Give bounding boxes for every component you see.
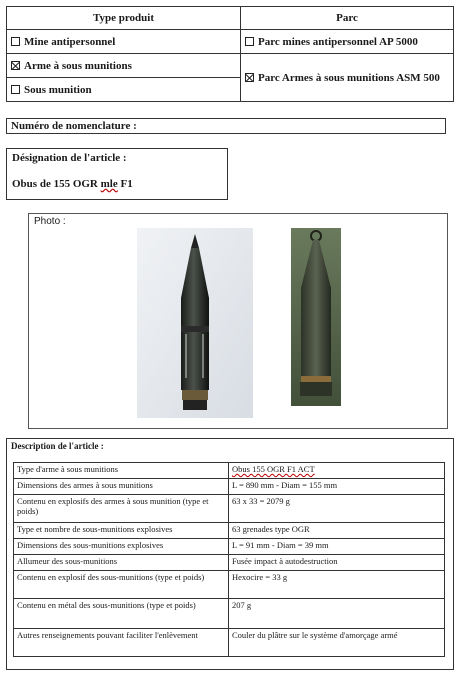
type-option-arme[interactable]: Arme à sous munitions <box>7 54 241 78</box>
table-row: Contenu en métal des sous-munitions (type et poids) 207 g <box>14 599 445 629</box>
designation-label: Désignation de l'article : <box>12 152 127 164</box>
type-produit-header: Type produit <box>7 7 241 30</box>
photo-label: Photo : <box>34 216 66 227</box>
product-type-table <box>6 6 454 102</box>
type-option-sous-munition[interactable]: Sous munition <box>7 78 241 102</box>
table-row: Type d'arme à sous munitions Obus 155 OGR F1 ACT <box>14 463 445 479</box>
table-cell-value: Obus 155 OGR F1 ACT <box>229 463 445 479</box>
checkbox-icon[interactable] <box>11 37 20 46</box>
checked-checkbox-icon[interactable] <box>245 73 254 82</box>
parc-option-asm[interactable]: Parc Armes à sous munitions ASM 500 <box>241 54 454 102</box>
designation-value: Obus de 155 OGR mle F1 <box>12 178 133 190</box>
table-row: Dimensions des sous-munitions explosives L = 91 mm - Diam = 39 mm <box>14 539 445 555</box>
parc-header: Parc <box>241 7 454 30</box>
table-row: Contenu en explosif des sous-munitions (type et poids) Hexocire = 33 g <box>14 571 445 599</box>
table-row: Allumeur des sous-munitions Fusée impact à autodestruction <box>14 555 445 571</box>
shell-photo-right <box>291 228 341 406</box>
checkbox-icon[interactable] <box>245 37 254 46</box>
photo-frame <box>28 213 448 429</box>
parc-option-ap[interactable]: Parc mines antipersonnel AP 5000 <box>241 30 454 54</box>
table-row: Autres renseignements pouvant faciliter l'enlèvement Couler du plâtre sur le système d'amorçage armé <box>14 629 445 657</box>
nomenclature-field[interactable]: Numéro de nomenclature : <box>6 118 446 134</box>
description-table <box>13 462 445 657</box>
checkbox-icon[interactable] <box>11 85 20 94</box>
checked-checkbox-icon[interactable] <box>11 61 20 70</box>
designation-box <box>6 148 228 200</box>
type-option-mine[interactable]: Mine antipersonnel <box>7 30 241 54</box>
description-section <box>6 438 454 670</box>
table-row: Dimensions des armes à sous munitions L = 890 mm - Diam = 155 mm <box>14 479 445 495</box>
shell-photo-left <box>137 228 253 418</box>
table-row: Contenu en explosifs des armes à sous munition (type et poids) 63 x 33 = 2079 g <box>14 495 445 523</box>
table-row: Type et nombre de sous-munitions explosives 63 grenades type OGR <box>14 523 445 539</box>
description-title: Description de l'article : <box>11 441 104 451</box>
